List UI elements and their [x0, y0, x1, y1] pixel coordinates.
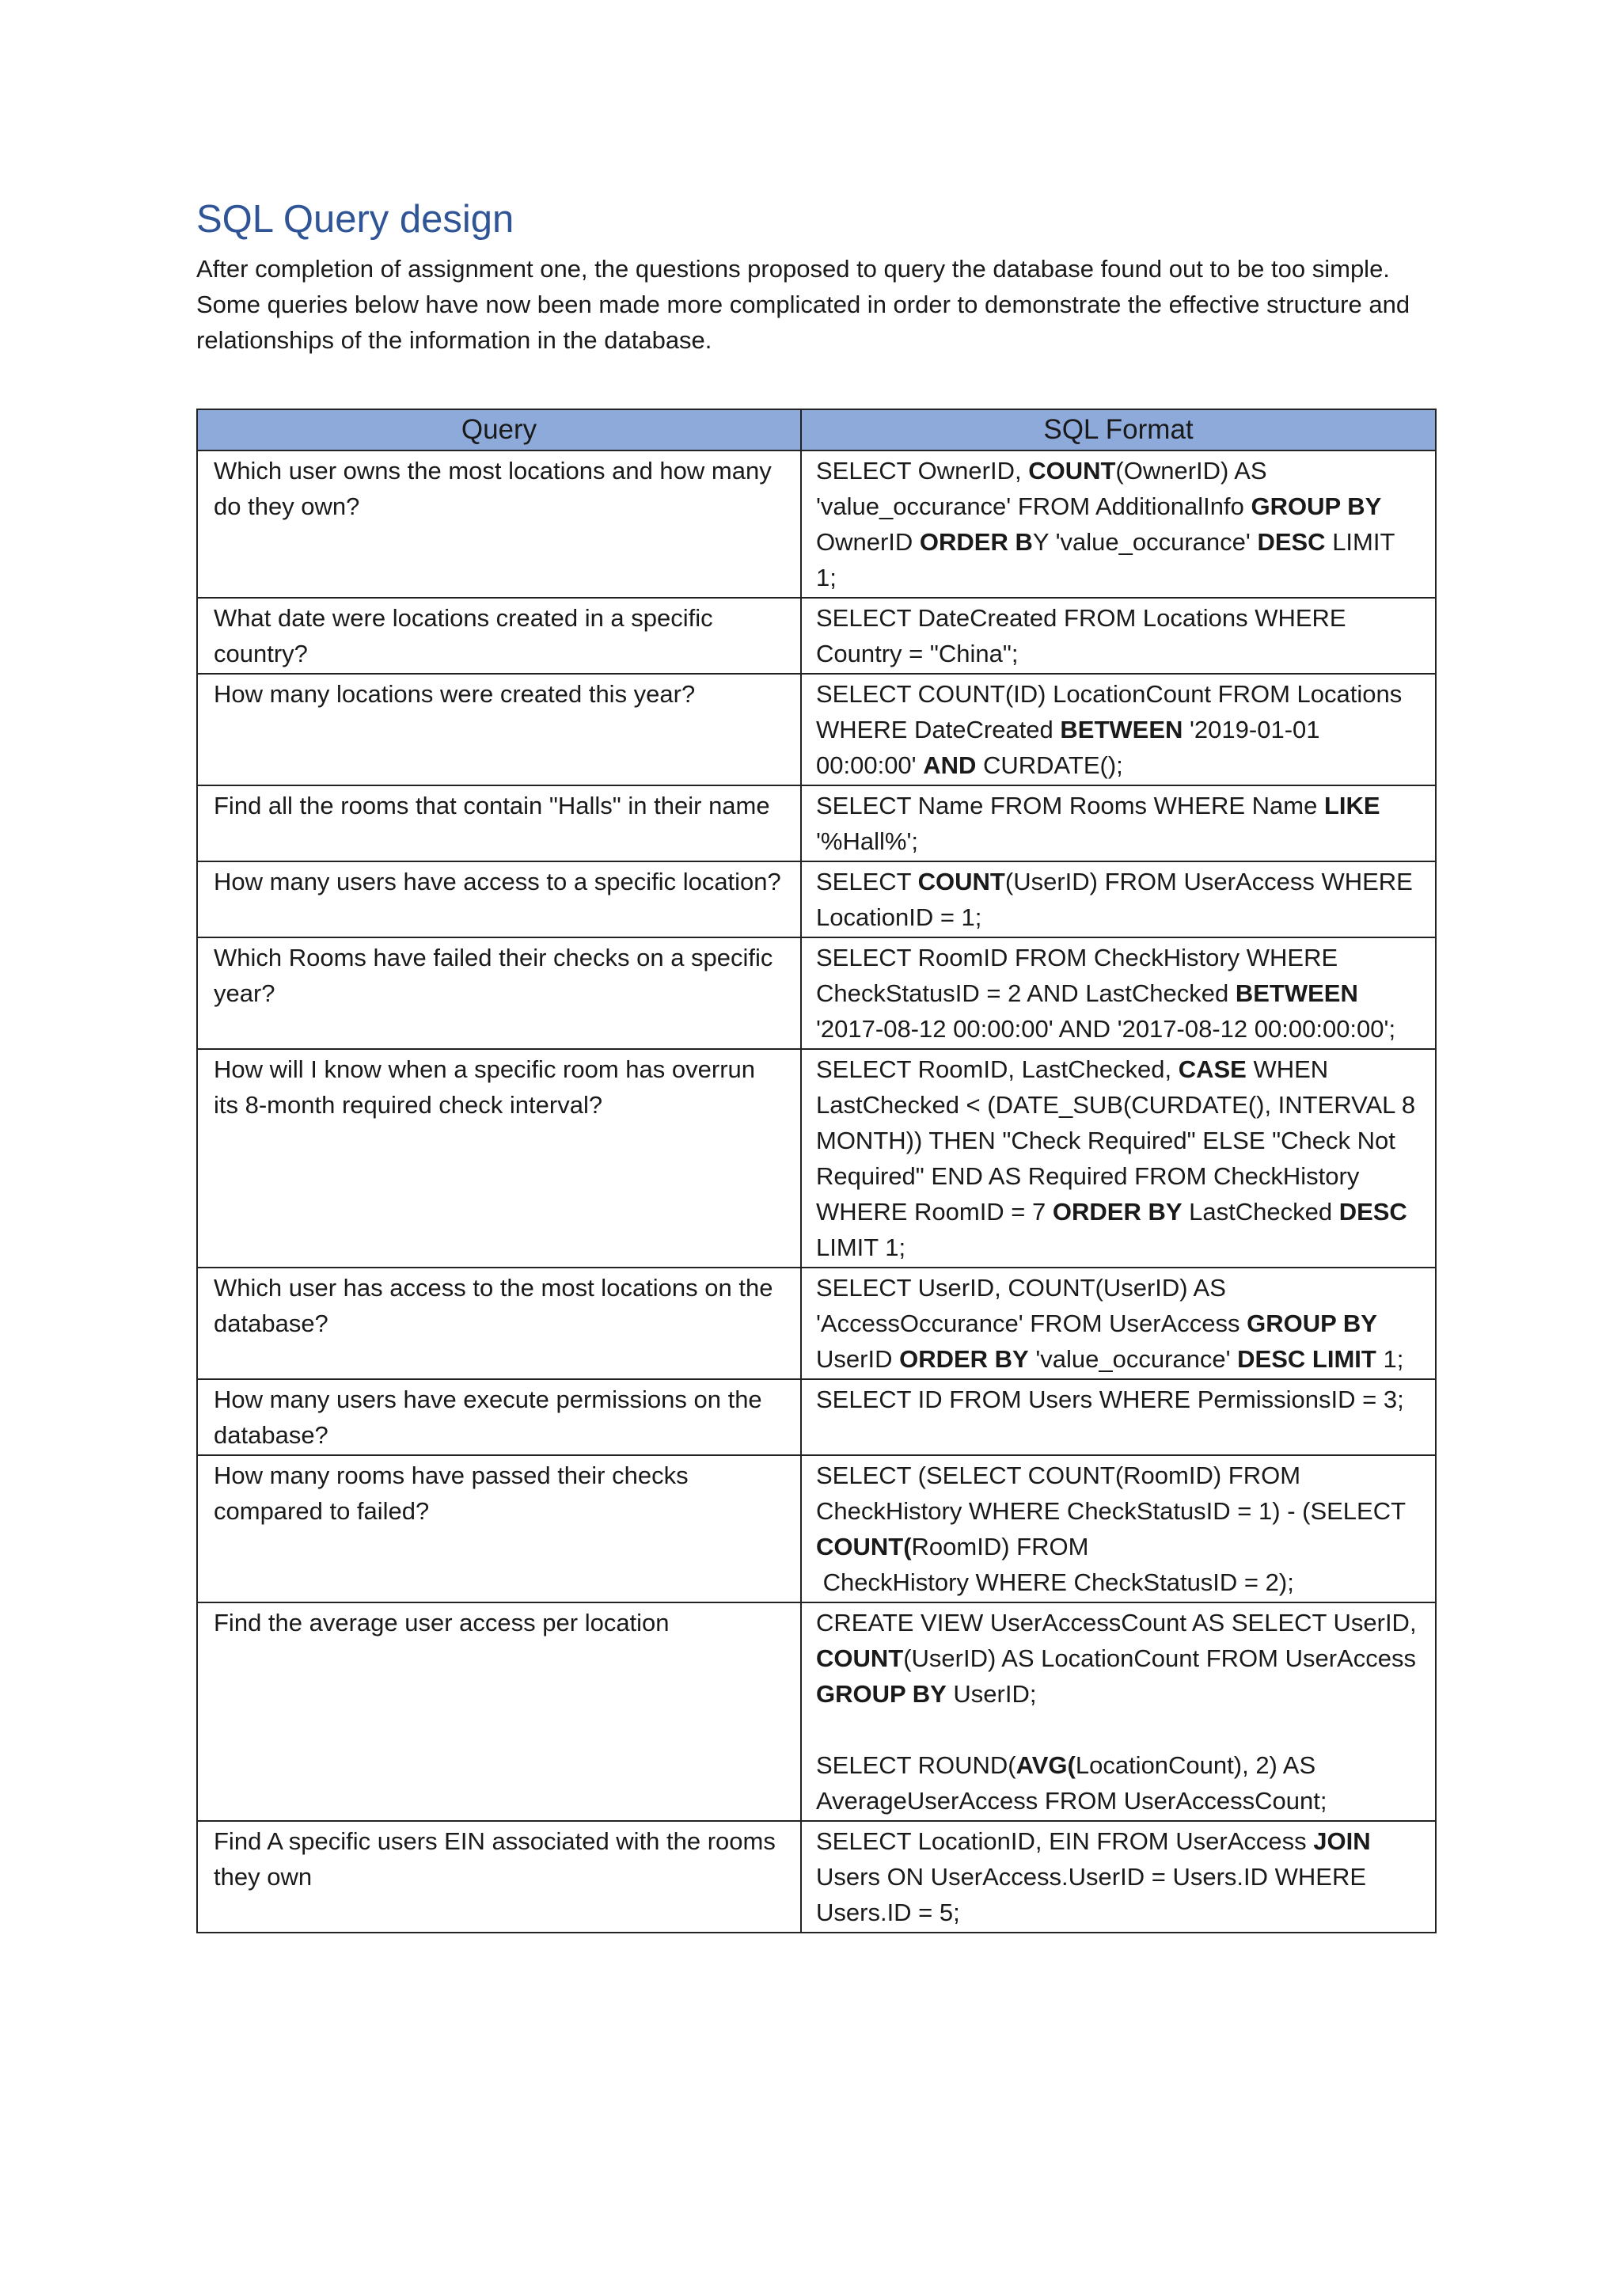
query-cell: How many rooms have passed their checks compared to failed?: [197, 1455, 801, 1602]
table-row: [197, 937, 1436, 1049]
column-header-sql-format: SQL Format: [801, 409, 1436, 450]
sql-cell: [801, 674, 1436, 785]
table-row: [197, 1455, 1436, 1602]
sql-text: OwnerID: [816, 492, 1388, 556]
sql-text: LIMIT 1;: [816, 527, 1402, 591]
document-page: [196, 196, 1435, 1933]
query-cell: How many users have access to a specific location?: [197, 861, 801, 937]
sql-text: SELECT DateCreated FROM Locations WHERE Country = "China";: [816, 603, 1353, 667]
sql-cell: [801, 450, 1436, 598]
table-row: [197, 785, 1436, 861]
table-row: [197, 598, 1436, 674]
sql-text: CURDATE();: [976, 751, 1123, 779]
table-row: [197, 861, 1436, 937]
sql-text: LastChecked: [1182, 1197, 1339, 1226]
sql-keyword: CASE: [1178, 1055, 1247, 1083]
sql-keyword: AVG(: [1015, 1751, 1076, 1779]
sql-text: '2017-08-12 00:00:00' AND '2017-08-12 00:00:00:00';: [816, 979, 1396, 1043]
intro-paragraph: After completion of assignment one, the questions proposed to query the database found out to be too simple. Some queries below have now been made more complicated in order to demonstrate the effective structure and relationships of the information in the database.: [196, 254, 1410, 354]
sql-text: (OwnerID) AS 'value_occurance' FROM AdditionalInfo: [816, 456, 1274, 520]
sql-keyword: JOIN: [1313, 1827, 1371, 1855]
document-title: SQL Query design: [196, 198, 514, 241]
table-header-row: [197, 409, 1436, 450]
sql-cell: [801, 1268, 1436, 1379]
sql-text: Users ON UserAccess.UserID = Users.ID WHERE Users.ID = 5;: [816, 1827, 1378, 1926]
table-row: [197, 1049, 1436, 1268]
sql-keyword: GROUP BY: [1251, 492, 1382, 520]
sql-query-table: [196, 409, 1437, 1933]
sql-text: SELECT LocationID, EIN FROM UserAccess: [816, 1827, 1314, 1855]
sql-keyword: DESC: [1338, 1197, 1407, 1226]
table-row: [197, 1602, 1436, 1821]
sql-text: (UserID) AS LocationCount FROM UserAccess: [903, 1644, 1423, 1672]
sql-text: '2019-01-01 00:00:00': [816, 715, 1327, 779]
sql-text: RoomID) FROM CheckHistory WHERE CheckStatusID = 2);: [822, 1532, 1294, 1596]
sql-keyword: COUNT: [1028, 456, 1116, 485]
sql-text: SELECT ID FROM Users WHERE PermissionsID = 3;: [816, 1385, 1404, 1413]
sql-text: UserID: [816, 1309, 1384, 1373]
table-body: [197, 450, 1436, 1933]
table-row: [197, 450, 1436, 598]
sql-text: 'value_occurance': [1028, 1344, 1238, 1373]
table-row: [197, 674, 1436, 785]
table-row: [197, 1379, 1436, 1455]
sql-cell: [801, 598, 1436, 674]
sql-keyword: ORDER BY: [1052, 1197, 1183, 1226]
query-cell: Find A specific users EIN associated with the rooms they own: [197, 1821, 801, 1933]
column-header-query: Query: [197, 409, 801, 450]
sql-text: SELECT COUNT(ID) LocationCount FROM Locations WHERE DateCreated: [816, 679, 1409, 743]
sql-cell: [801, 937, 1436, 1049]
sql-keyword: COUNT: [816, 1644, 904, 1672]
sql-text: WHEN LastChecked < (DATE_SUB(CURDATE(), INTERVAL 8 MONTH)) THEN "Check Required" ELSE "Check Not Required" END AS Required FROM CheckHistory WHERE RoomID = 7: [816, 1055, 1422, 1226]
sql-text: CREATE VIEW UserAccessCount AS SELECT UserID,: [816, 1608, 1424, 1636]
sql-keyword: COUNT: [917, 867, 1005, 895]
query-cell: Which user owns the most locations and how many do they own?: [197, 450, 801, 598]
sql-cell: [801, 1821, 1436, 1933]
sql-cell: [801, 1379, 1436, 1455]
sql-cell: [801, 1049, 1436, 1268]
query-cell: Find all the rooms that contain "Halls" in their name: [197, 785, 801, 861]
sql-text: '%Hall%';: [816, 791, 1388, 855]
table-row: [197, 1821, 1436, 1933]
query-cell: Which user has access to the most locations on the database?: [197, 1268, 801, 1379]
sql-text: SELECT RoomID FROM CheckHistory WHERE CheckStatusID = 2 AND LastChecked: [816, 943, 1345, 1007]
sql-text: LIMIT 1;: [816, 1197, 1414, 1261]
sql-keyword: COUNT(: [816, 1532, 912, 1560]
sql-cell: [801, 861, 1436, 937]
sql-text: SELECT: [816, 867, 918, 895]
sql-cell: [801, 1455, 1436, 1602]
sql-text: (UserID) FROM UserAccess WHERE LocationID = 1;: [816, 867, 1413, 931]
sql-text: UserID; SELECT ROUND(: [816, 1679, 1037, 1779]
sql-keyword: BETWEEN: [1060, 715, 1183, 743]
sql-text: SELECT UserID, COUNT(UserID) AS 'AccessOccurance' FROM UserAccess: [816, 1273, 1247, 1337]
sql-text: SELECT OwnerID,: [816, 456, 1029, 485]
sql-keyword: GROUP BY: [1247, 1309, 1377, 1337]
table-row: [197, 1268, 1436, 1379]
sql-keyword: LIKE: [1323, 791, 1380, 819]
query-cell: How many users have execute permissions on the database?: [197, 1379, 801, 1455]
sql-text: 1;: [1376, 1344, 1404, 1373]
sql-keyword: ORDER BY: [899, 1344, 1029, 1373]
query-cell: How will I know when a specific room has overrun its 8-month required check interval?: [197, 1049, 801, 1268]
sql-keyword: DESC LIMIT: [1237, 1344, 1376, 1373]
query-cell: How many locations were created this year?: [197, 674, 801, 785]
sql-text: LocationCount), 2) AS AverageUserAccess FROM UserAccessCount;: [816, 1751, 1327, 1815]
sql-cell: [801, 785, 1436, 861]
sql-keyword: AND: [923, 751, 977, 779]
sql-keyword: ORDER B: [919, 527, 1033, 556]
sql-text: SELECT RoomID, LastChecked,: [816, 1055, 1179, 1083]
query-cell: Which Rooms have failed their checks on a specific year?: [197, 937, 801, 1049]
sql-cell: [801, 1602, 1436, 1821]
sql-keyword: BETWEEN: [1235, 979, 1358, 1007]
sql-keyword: DESC: [1257, 527, 1326, 556]
sql-text: SELECT Name FROM Rooms WHERE Name: [816, 791, 1324, 819]
query-cell: What date were locations created in a specific country?: [197, 598, 801, 674]
sql-text: SELECT (SELECT COUNT(RoomID) FROM CheckHistory WHERE CheckStatusID = 1) - (SELECT: [816, 1461, 1413, 1525]
sql-keyword: GROUP BY: [816, 1679, 947, 1708]
query-cell: Find the average user access per location: [197, 1602, 801, 1821]
sql-text: Y 'value_occurance': [1032, 527, 1258, 556]
